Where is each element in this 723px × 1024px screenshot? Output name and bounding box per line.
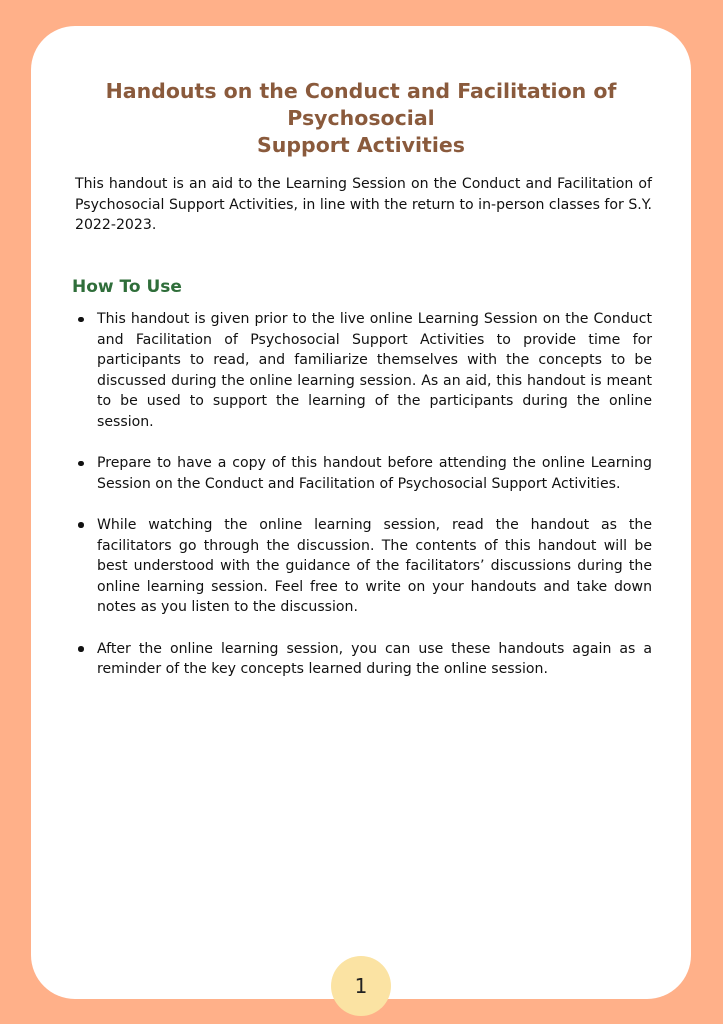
page-title (31, 78, 691, 159)
title-line-1: Handouts on the Conduct and Facilitation of Psychosocial (105, 79, 617, 130)
list-item (75, 453, 652, 494)
list-item (75, 515, 652, 618)
list-item (75, 309, 652, 433)
bullet-icon (78, 317, 84, 323)
list-item-text: This handout is given prior to the live online Learning Session on the Conduct and Facilitation of Psychosocial Support Activities to provide time for participants to read, and familiarize themselves with the concepts to be discussed during the online learning session. As an aid, this handout is meant to be used to support the learning of the participants during the online session. (97, 311, 652, 430)
intro-paragraph: This handout is an aid to the Learning Session on the Conduct and Facilitation of Psychosocial Support Activities, in line with the return to in-person classes for S.Y. 2022-2023. (75, 176, 652, 234)
how-to-use-list (75, 309, 652, 700)
bullet-icon (78, 522, 84, 528)
list-item-text: After the online learning session, you can use these handouts again as a reminder of the key concepts learned during the online session. (97, 640, 652, 678)
list-item-text: While watching the online learning session, read the handout as the facilitators go through the discussion. The contents of this handout will be best understood with the guidance of the facilitators’ discussions during the online learning session. Feel free to write on your handouts and take down notes as you listen to the discussion. (97, 516, 652, 616)
bullet-icon (78, 646, 84, 652)
list-item-text: Prepare to have a copy of this handout before attending the online Learning Session on the Conduct and Facilitation of Psychosocial Support Activities. (97, 455, 652, 492)
title-line-2: Support Activities (256, 133, 465, 157)
list-item (75, 639, 652, 680)
page-number-badge: 1 (331, 956, 391, 1016)
handout-page (31, 26, 691, 999)
bullet-icon (78, 461, 84, 467)
section-heading-how-to-use: How To Use (72, 277, 182, 297)
